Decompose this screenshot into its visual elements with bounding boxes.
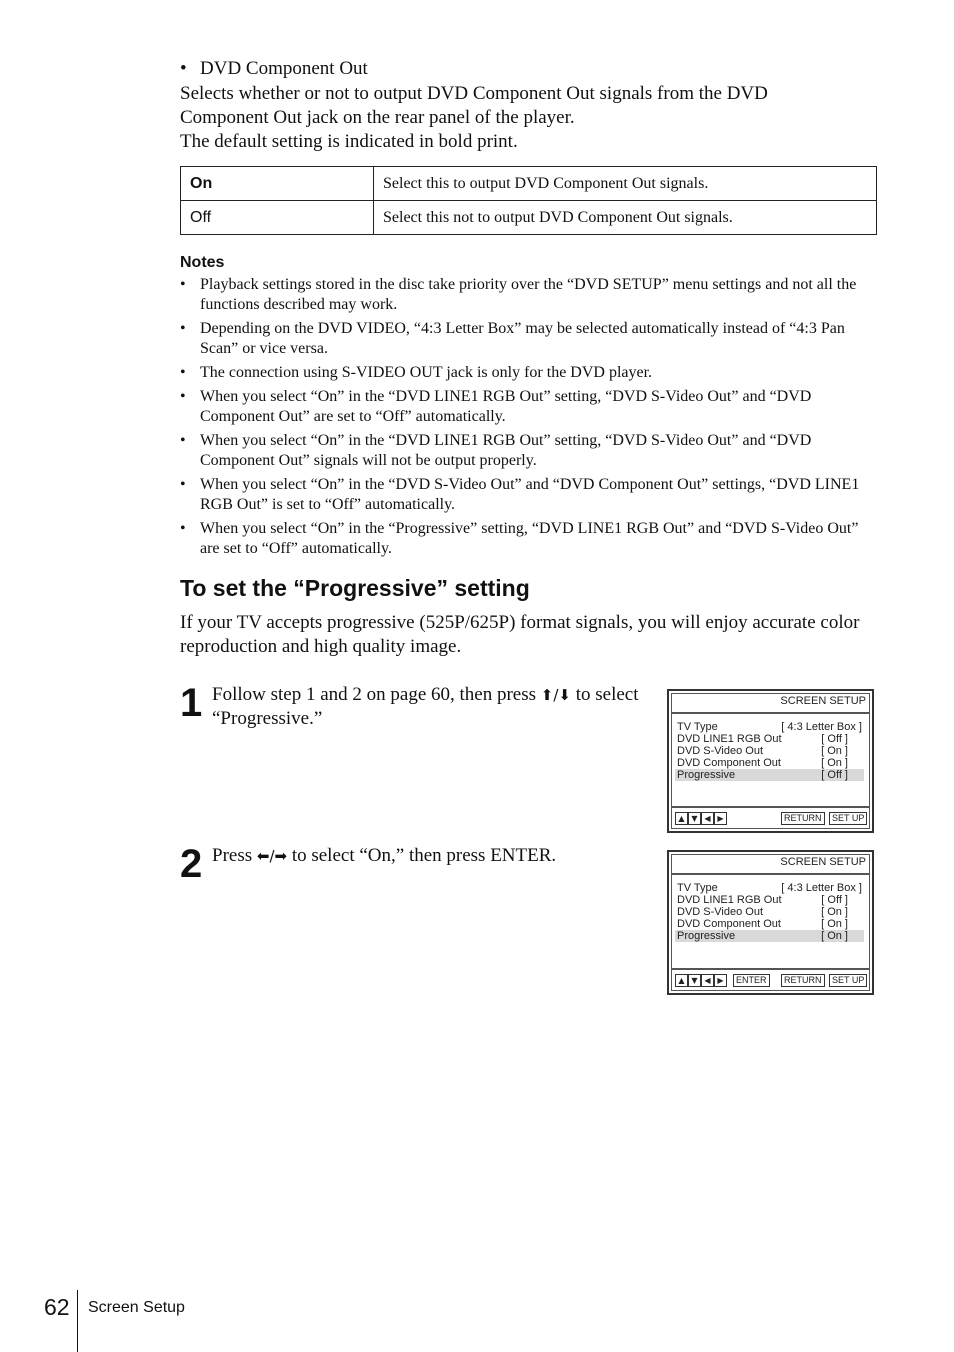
- bullet: •: [180, 58, 187, 79]
- section-intro: If your TV accepts progressive (525P/625P) format signals, you will enjoy accurate color reproduction and high quality image.: [180, 612, 860, 657]
- setup-button: SET UP: [829, 974, 867, 987]
- table-row: [181, 201, 877, 235]
- row-value: [ 4:3 Letter Box ]: [781, 721, 862, 733]
- bullet: •: [180, 388, 186, 405]
- option-cell: On: [181, 167, 374, 201]
- menu-row-dvd-component-out: [675, 757, 864, 769]
- description-line: Selects whether or not to output DVD Component Out signals from the DVD: [180, 83, 768, 104]
- row-label: TV Type: [677, 882, 718, 894]
- main-content: [180, 56, 880, 659]
- bullet: •: [180, 320, 186, 337]
- row-label: DVD S-Video Out: [677, 906, 764, 918]
- list-item: [180, 431, 880, 471]
- row-value: [ On ]: [821, 906, 848, 918]
- return-button: RETURN: [781, 812, 825, 825]
- page-number: 62: [44, 1294, 70, 1320]
- section-title: To set the “Progressive” setting: [180, 575, 530, 601]
- section-description: [180, 82, 880, 154]
- step-text: [212, 844, 642, 868]
- down-arrow-icon: ▼: [688, 974, 701, 987]
- right-arrow-icon: ▶: [714, 812, 727, 825]
- left-arrow-icon: ◀: [701, 974, 714, 987]
- note-text: Depending on the DVD VIDEO, “4:3 Letter Box” may be selected automatically instead of “4:3 Pan Scan” or vice versa.: [200, 320, 845, 357]
- row-value: [ 4:3 Letter Box ]: [781, 882, 862, 894]
- list-item: [180, 387, 880, 427]
- note-text: The connection using S-VIDEO OUT jack is only for the DVD player.: [200, 364, 653, 381]
- bullet: •: [180, 520, 186, 537]
- enter-button: ENTER: [733, 974, 770, 987]
- return-button: RETURN: [781, 974, 825, 987]
- row-label: Progressive: [677, 769, 736, 781]
- menu-row-dvd-line1-rgb-out: [675, 894, 864, 906]
- step-2: [180, 844, 640, 884]
- note-text: When you select “On” in the “DVD LINE1 RGB Out” setting, “DVD S-Video Out” and “DVD Component Out” signals will not be output properly.: [200, 432, 812, 469]
- row-value: [ Off ]: [821, 894, 848, 906]
- divider: [671, 712, 870, 714]
- menu-row-dvd-s-video-out: [675, 906, 864, 918]
- list-item: [180, 319, 880, 359]
- list-item: [180, 475, 880, 515]
- row-label: DVD S-Video Out: [677, 745, 764, 757]
- menu-row-tv-type: [675, 721, 864, 733]
- row-label: DVD Component Out: [677, 918, 781, 930]
- menu-title: SCREEN SETUP: [780, 695, 866, 707]
- description-line: Component Out jack on the rear panel of the player.: [180, 107, 575, 128]
- list-item: [180, 363, 880, 383]
- note-text: When you select “On” in the “DVD LINE1 RGB Out” setting, “DVD S-Video Out” and “DVD Component Out” are set to “Off” automatically.: [200, 388, 812, 425]
- menu-row-progressive: [675, 769, 864, 781]
- settings-table: [180, 166, 877, 235]
- up-arrow-icon: ▲: [675, 812, 688, 825]
- row-value: [ On ]: [821, 930, 848, 942]
- menu-title: SCREEN SETUP: [780, 856, 866, 868]
- step-text-before: Follow step 1 and 2 on page 60, then press: [212, 684, 541, 705]
- step-text-before: Press: [212, 845, 257, 866]
- step-1: [180, 683, 640, 743]
- notes-title: Notes: [180, 254, 225, 271]
- row-value: [ On ]: [821, 757, 848, 769]
- down-arrow-icon: ▼: [688, 812, 701, 825]
- step-text: [212, 683, 642, 731]
- up-arrow-icon: ▲: [675, 974, 688, 987]
- menu-row-dvd-line1-rgb-out: [675, 733, 864, 745]
- bullet: •: [180, 476, 186, 493]
- section-heading-text: DVD Component Out: [200, 58, 368, 79]
- menu-row-dvd-s-video-out: [675, 745, 864, 757]
- nav-keys: [675, 812, 727, 825]
- list-item: [180, 519, 880, 559]
- menu-rows: [675, 882, 864, 942]
- menu-row-progressive: [675, 930, 864, 942]
- bullet: •: [180, 364, 186, 381]
- description-cell: Select this to output DVD Component Out signals.: [374, 167, 877, 201]
- description-cell: Select this not to output DVD Component Out signals.: [374, 201, 877, 235]
- row-value: [ On ]: [821, 918, 848, 930]
- row-value: [ Off ]: [821, 769, 848, 781]
- notes-list: [180, 275, 880, 559]
- footer-divider: [77, 1290, 78, 1352]
- setup-button: SET UP: [829, 812, 867, 825]
- row-label: Progressive: [677, 930, 736, 942]
- divider: [671, 968, 870, 970]
- note-text: When you select “On” in the “Progressive” setting, “DVD LINE1 RGB Out” and “DVD S-Video Out” are set to “Off” automatically.: [200, 520, 859, 557]
- description-line: The default setting is indicated in bold print.: [180, 131, 518, 152]
- option-cell: Off: [181, 201, 374, 235]
- bullet: •: [180, 276, 186, 293]
- note-text: Playback settings stored in the disc take priority over the “DVD SETUP” menu settings and not all the functions described may work.: [200, 276, 857, 313]
- divider: [671, 873, 870, 875]
- menu-rows: [675, 721, 864, 781]
- menu-row-tv-type: [675, 882, 864, 894]
- list-item: [180, 275, 880, 315]
- divider: [671, 806, 870, 808]
- menu-button-bar: [675, 974, 868, 987]
- screen-setup-menu-1: [667, 689, 874, 833]
- note-text: When you select “On” in the “DVD S-Video Out” and “DVD Component Out” settings, “DVD LINE1 RGB Out” is set to “Off” automatically.: [200, 476, 860, 513]
- row-label: DVD LINE1 RGB Out: [677, 894, 782, 906]
- section-heading: [180, 56, 880, 82]
- step-number: 2: [180, 842, 203, 886]
- up-down-arrow-icon: ⬆/⬇: [540, 686, 571, 704]
- row-label: DVD LINE1 RGB Out: [677, 733, 782, 745]
- left-arrow-icon: ◀: [701, 812, 714, 825]
- left-right-arrow-icon: ⬅/➡: [256, 847, 288, 865]
- row-value: [ Off ]: [821, 733, 848, 745]
- step-text-after: to select “Progressive.”: [212, 684, 639, 729]
- step-text-after: to select “On,” then press ENTER.: [287, 845, 557, 866]
- menu-row-dvd-component-out: [675, 918, 864, 930]
- row-label: DVD Component Out: [677, 757, 781, 769]
- row-value: [ On ]: [821, 745, 848, 757]
- nav-keys: [675, 974, 727, 987]
- screen-setup-menu-2: [667, 850, 874, 995]
- table-row: [181, 167, 877, 201]
- bullet: •: [180, 432, 186, 449]
- menu-button-bar: [675, 812, 868, 825]
- footer-section-label: Screen Setup: [88, 1299, 185, 1316]
- right-arrow-icon: ▶: [714, 974, 727, 987]
- row-label: TV Type: [677, 721, 718, 733]
- step-number: 1: [180, 681, 203, 725]
